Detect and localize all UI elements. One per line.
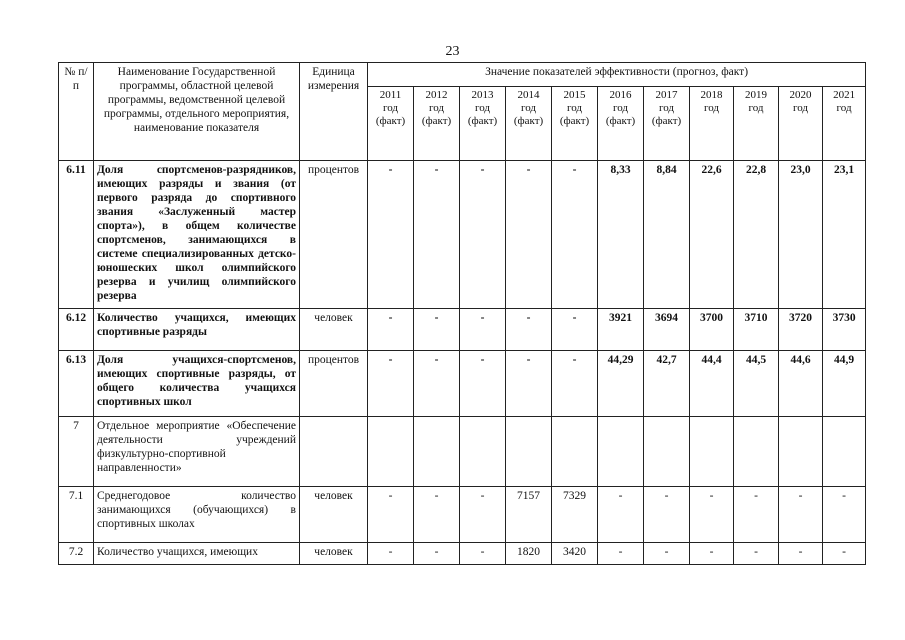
table-row	[59, 309, 866, 351]
row-value: 3694	[644, 309, 690, 351]
header-year-l1: год	[792, 102, 809, 114]
header-year-year: 2019	[745, 89, 767, 101]
header-year-year: 2018	[700, 89, 723, 101]
row-number: 6.12	[59, 309, 94, 351]
row-name: Отдельное мероприятие «Обеспечение деятельности учреждений физкультурно-спортивной направленности»	[94, 417, 300, 487]
row-unit: человек	[300, 309, 368, 351]
row-number: 7	[59, 417, 94, 487]
row-value: 44,4	[690, 351, 734, 417]
row-unit: человек	[300, 487, 368, 543]
row-value: -	[414, 309, 460, 351]
row-value: 8,33	[598, 161, 644, 309]
row-value: -	[644, 543, 690, 565]
row-value: -	[690, 543, 734, 565]
header-year-year: 2015	[563, 89, 586, 101]
row-value: -	[414, 487, 460, 543]
row-name: Среднегодовое количество занимающихся (обучающихся) в спортивных школах	[94, 487, 300, 543]
header-year-l1: год	[382, 102, 399, 114]
header-num: № п/п	[59, 63, 94, 161]
row-value: -	[506, 161, 552, 309]
header-year-l1: год	[428, 102, 445, 114]
row-number: 7.1	[59, 487, 94, 543]
header-year-l2: (факт)	[467, 115, 498, 127]
row-value: 44,29	[598, 351, 644, 417]
row-unit: процентов	[300, 351, 368, 417]
row-value: -	[460, 487, 506, 543]
row-unit: процентов	[300, 161, 368, 309]
row-value	[690, 417, 734, 487]
row-value: -	[414, 351, 460, 417]
row-number: 7.2	[59, 543, 94, 565]
header-year-l1: год	[566, 102, 583, 114]
row-value: 23,1	[823, 161, 866, 309]
row-value: 3420	[552, 543, 598, 565]
header-year-l2: (факт)	[513, 115, 544, 127]
row-value: -	[552, 161, 598, 309]
header-year-7	[690, 87, 734, 161]
row-value: 44,9	[823, 351, 866, 417]
header-year-l2: (факт)	[375, 115, 406, 127]
row-value: -	[368, 487, 414, 543]
header-year-year: 2021	[833, 89, 856, 101]
row-value: -	[414, 161, 460, 309]
header-values-title: Значение показателей эффективности (прогноз, факт)	[368, 63, 866, 87]
row-value: -	[368, 543, 414, 565]
header-year-l2: (факт)	[559, 115, 590, 127]
header-row-top	[59, 63, 866, 87]
table-row	[59, 161, 866, 309]
header-year-0	[368, 87, 414, 161]
row-value	[644, 417, 690, 487]
row-unit: человек	[300, 543, 368, 565]
table-row	[59, 487, 866, 543]
header-unit: Единица измерения	[300, 63, 368, 161]
row-value	[414, 417, 460, 487]
row-value: 3720	[779, 309, 823, 351]
header-year-l1: год	[658, 102, 675, 114]
header-year-l1: год	[703, 102, 720, 114]
row-value: -	[460, 161, 506, 309]
row-value: 3700	[690, 309, 734, 351]
row-value: 8,84	[644, 161, 690, 309]
header-year-l1: год	[612, 102, 629, 114]
row-value: -	[598, 487, 644, 543]
row-value: -	[414, 543, 460, 565]
page-number: 23	[445, 44, 460, 59]
row-value: -	[506, 309, 552, 351]
row-name: Количество учащихся, имеющих	[94, 543, 300, 565]
row-value	[460, 417, 506, 487]
row-value: -	[690, 487, 734, 543]
row-value	[552, 417, 598, 487]
header-year-8	[734, 87, 779, 161]
header-year-2	[460, 87, 506, 161]
row-value	[734, 417, 779, 487]
header-year-l2: (факт)	[605, 115, 636, 127]
row-name: Доля учащихся-спортсменов, имеющих спортивные разряды, от общего количества учащихся спортивных школ	[94, 351, 300, 417]
header-year-l1: год	[474, 102, 491, 114]
row-number: 6.11	[59, 161, 94, 309]
header-year-year: 2012	[425, 89, 448, 101]
row-value	[598, 417, 644, 487]
header-year-year: 2017	[655, 89, 678, 101]
header-year-4	[552, 87, 598, 161]
header-year-year: 2016	[609, 89, 632, 101]
row-value: 7329	[552, 487, 598, 543]
header-year-year: 2014	[517, 89, 540, 101]
table-row	[59, 543, 866, 565]
header-year-9	[779, 87, 823, 161]
row-value: -	[779, 543, 823, 565]
row-value: 3730	[823, 309, 866, 351]
row-value: -	[598, 543, 644, 565]
header-year-l2: (факт)	[421, 115, 452, 127]
header-year-l1: год	[520, 102, 537, 114]
row-number: 6.13	[59, 351, 94, 417]
row-value: 23,0	[779, 161, 823, 309]
row-value: -	[552, 309, 598, 351]
row-value: -	[506, 351, 552, 417]
row-value: 44,6	[779, 351, 823, 417]
row-value: 3710	[734, 309, 779, 351]
row-value: -	[644, 487, 690, 543]
header-year-5	[598, 87, 644, 161]
header-year-year: 2011	[379, 89, 402, 101]
row-value: -	[368, 309, 414, 351]
row-value: 44,5	[734, 351, 779, 417]
header-year-year: 2013	[471, 89, 494, 101]
header-year-l1: год	[836, 102, 852, 114]
row-value: 22,8	[734, 161, 779, 309]
row-value	[506, 417, 552, 487]
header-year-10	[823, 87, 866, 161]
row-value: -	[368, 161, 414, 309]
row-value	[823, 417, 866, 487]
row-value: 1820	[506, 543, 552, 565]
row-value: -	[734, 487, 779, 543]
row-name: Доля спортсменов-разрядников, имеющих разряды и звания (от первого разряда до спортивного звания «Заслуженный мастер спорта»), в общем количестве спортсменов, занимающихся в системе специализированных детско-юношеских школ олимпийского резерва и училищ олимпийского резерва	[94, 161, 300, 309]
row-name: Количество учащихся, имеющих спортивные разряды	[94, 309, 300, 351]
header-year-l1: год	[748, 102, 764, 114]
header-year-l2: (факт)	[651, 115, 682, 127]
table-row	[59, 351, 866, 417]
row-value: -	[552, 351, 598, 417]
row-value	[779, 417, 823, 487]
table-row	[59, 417, 866, 487]
row-value: -	[460, 351, 506, 417]
row-value: 7157	[506, 487, 552, 543]
row-value: -	[823, 543, 866, 565]
indicators-table	[58, 62, 866, 565]
header-year-3	[506, 87, 552, 161]
row-value: -	[823, 487, 866, 543]
row-value: -	[460, 309, 506, 351]
row-value: -	[460, 543, 506, 565]
header-year-6	[644, 87, 690, 161]
row-value	[368, 417, 414, 487]
header-year-year: 2020	[789, 89, 812, 101]
header-name: Наименование Государственной программы, областной целевой программы, ведомственной целевой программы, отдельного мероприятия, наименование показателя	[94, 63, 300, 161]
row-value: -	[368, 351, 414, 417]
header-year-1	[414, 87, 460, 161]
row-value: -	[779, 487, 823, 543]
row-value: 42,7	[644, 351, 690, 417]
row-value: 22,6	[690, 161, 734, 309]
row-unit	[300, 417, 368, 487]
row-value: -	[734, 543, 779, 565]
row-value: 3921	[598, 309, 644, 351]
